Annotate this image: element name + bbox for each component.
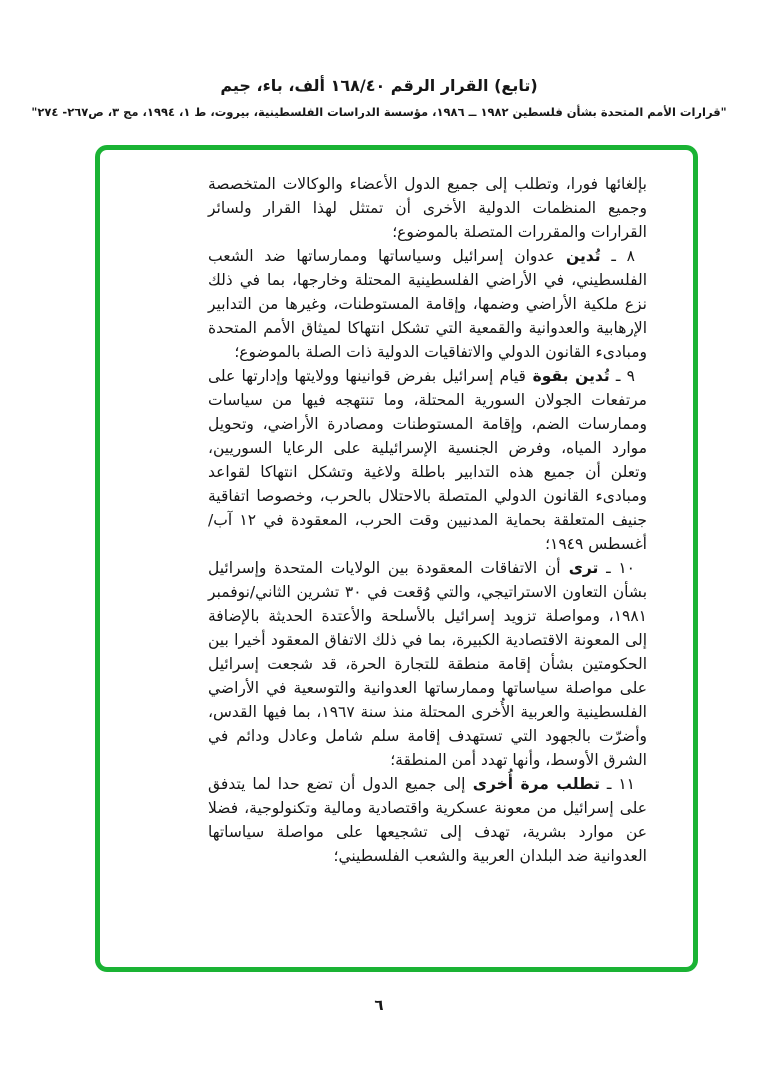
resolution-paragraph	[208, 556, 647, 772]
paragraph-number: ١٠ ـ	[598, 559, 635, 577]
page-header	[0, 76, 758, 119]
paragraph-number: ٨ ـ	[600, 247, 635, 265]
paragraph-lead: تُدين بقوة	[525, 367, 610, 385]
paragraph-number: ١١ ـ	[599, 775, 635, 793]
resolution-paragraph	[208, 364, 647, 556]
resolution-paragraph	[208, 172, 647, 244]
paragraph-text: عدوان إسرائيل وسياساتها وممارساتها ضد الشعب الفلسطيني، في الأراضي الفلسطينية المحتلة وخارجها، بما في ذلك نزع ملكية الأراضي وضمها، وإقامة المستوطنات، وغيرها من التدابير الإرهابية والعدوانية والقمعية التي تشكل انتهاكا لميثاق الأمم المتحدة ومبادىء القانون الدولي والاتفاقيات الدولية ذات الصلة بالموضوع؛	[208, 247, 647, 361]
paragraph-text: قيام إسرائيل بفرض قوانينها وولايتها وإدارتها على مرتفعات الجولان السورية المحتلة، وما تنتهجه فيها من سياسات وممارسات الضم، وإقامة المستوطنات ومصادرة الأراضي، وتحويل موارد المياه، وفرض الجنسية الإسرائيلية على الرعايا السوريين، وتعلن أن جميع هذه التدابير باطلة ولاغية وتشكل انتهاكا لقواعد ومبادىء القانون الدولي المتصلة بالاحتلال بالحرب، وخصوصا اتفاقية جنيف المتعلقة بحماية المدنيين وقت الحرب، المعقودة في ١٢ آب/أغسطس ١٩٤٩؛	[208, 367, 647, 553]
resolution-body	[208, 172, 647, 868]
highlight-border-box	[95, 145, 698, 972]
paragraph-lead: تطلب مرة أُخرى	[465, 775, 600, 793]
page-number: ٦	[374, 996, 384, 1014]
resolution-paragraph	[208, 772, 647, 868]
paragraph-text: أن الاتفاقات المعقودة بين الولايات المتحدة وإسرائيل بشأن التعاون الاستراتيجي، والتي وُقعت في ٣٠ تشرين الثاني/نوفمبر ١٩٨١، ومواصلة تزويد إسرائيل بالأسلحة والأعتدة الحديثة بالإضافة إلى المعونة الاقتصادية الكبيرة، بما في ذلك الاتفاق المعقود أخيرا بين الحكومتين بشأن إقامة منطقة للتجارة الحرة، قد شجعت إسرائيل على مواصلة سياساتها وممارساتها العدوانية والتوسعية في الأراضي الفلسطينية والعربية الأُخرى المحتلة منذ سنة ١٩٦٧، بما فيها القدس، وأضرّت بالجهود التي تستهدف إقامة سلم شامل وعادل ودائم في الشرق الأوسط، وأنها تهدد أمن المنطقة؛	[208, 559, 648, 769]
paragraph-text: إلى جميع الدول أن تضع حدا لما يتدفق على إسرائيل من معونة عسكرية واقتصادية ومالية وتكنولوجية، فضلا عن موارد بشرية، تهدف إلى تشجيعها على مواصلة سياساتها العدوانية ضد البلدان العربية والشعب الفلسطيني؛	[208, 775, 647, 865]
paragraph-text: بإلغائها فورا، وتطلب إلى جميع الدول الأعضاء والوكالات المتخصصة وجميع المنظمات الدولية الأخرى أن تمتثل لهذا القرار ولسائر القرارات والمقررات المتصلة بالموضوع؛	[208, 175, 647, 241]
resolution-paragraph	[208, 244, 647, 364]
paragraph-lead: تُدين	[554, 247, 601, 265]
paragraph-number: ٩ ـ	[609, 367, 635, 385]
paragraph-lead: ترى	[560, 559, 599, 577]
resolution-title: (تابع) القرار الرقم ١٦٨/٤٠ ألف، باء، جيم	[220, 76, 538, 95]
source-citation: "قرارات الأمم المتحدة بشأن فلسطين ١٩٨٢ ــ ١٩٨٦، مؤسسة الدراسات الفلسطينية، بيروت، ط ١، ١٩٩٤، مج ٣، ص٢٦٧- ٢٧٤"	[31, 105, 727, 119]
